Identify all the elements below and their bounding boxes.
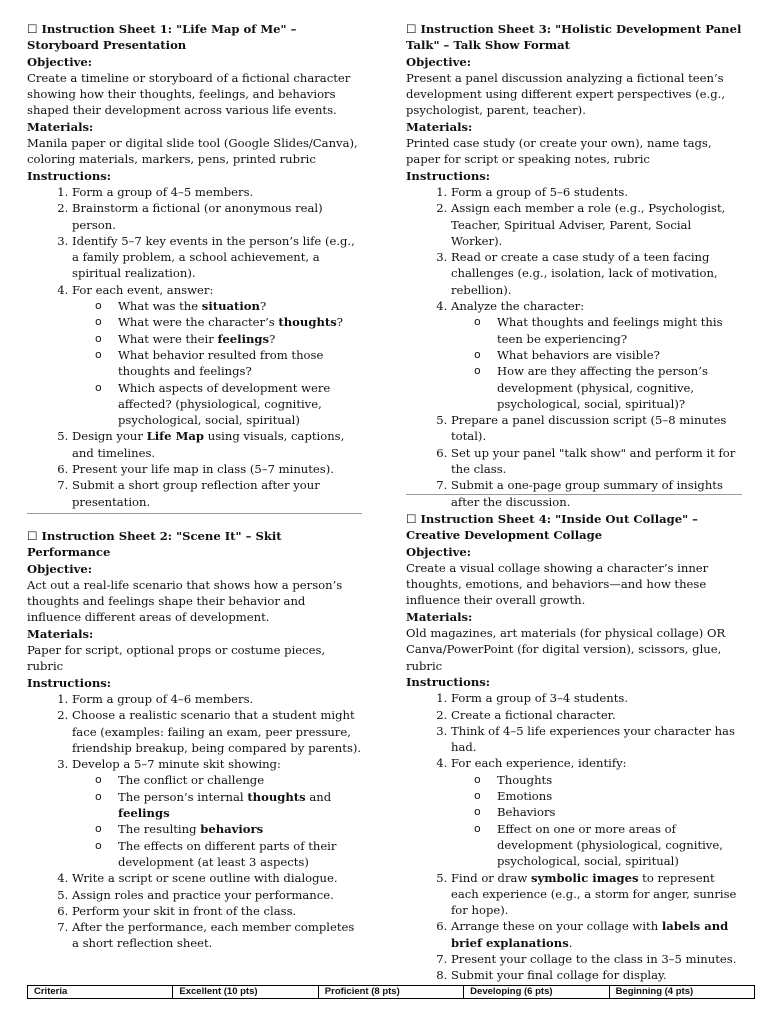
checkbox-icon: ☐	[406, 512, 417, 526]
materials-label: Materials:	[27, 119, 94, 134]
sheet-3-steps	[406, 184, 742, 510]
list-item: o What were the character’s thoughts?	[118, 314, 362, 330]
objective-label: Objective:	[27, 54, 92, 69]
sheet-1-materials: Manila paper or digital slide tool (Google Slides/Canva), coloring materials, markers, pens, printed rubric	[27, 136, 358, 167]
list-item: o What thoughts and feelings might this teen be experiencing?	[497, 314, 742, 347]
sheet-3-materials: Printed case study (or create your own), name tags, paper for script or speaking notes, rubric	[406, 136, 712, 167]
divider	[406, 494, 742, 495]
objective-label: Objective:	[406, 54, 471, 69]
sheet-4	[406, 511, 742, 984]
rubric-header-beginning: Beginning (4 pts)	[609, 986, 754, 999]
sheet-3-analysis	[451, 314, 742, 412]
rubric-header-developing: Developing (6 pts)	[464, 986, 609, 999]
sheet-2-steps	[27, 691, 362, 952]
list-item: o Which aspects of development were affected? (physiological, cognitive, psychological, social, spiritual)	[118, 380, 362, 429]
instructions-label: Instructions:	[406, 168, 491, 183]
list-item: 1. Form a group of 5–6 students.	[451, 184, 742, 200]
instructions-label: Instructions:	[27, 168, 112, 183]
list-item: o The effects on different parts of their development (at least 3 aspects)	[118, 838, 362, 871]
list-item: 4. For each event, answer: o What was the situation? o What were the character’s thoughts? o What were their feelings? o What behavior resulted from those thoughts and feelings? o Which aspects of development were affected? (physiological, cognitive, psychological, social, spiritual)	[72, 282, 362, 429]
sheet-1-questions	[72, 298, 362, 428]
instructions-label: Instructions:	[27, 675, 112, 690]
list-item: 3. Think of 4–5 life experiences your character has had.	[451, 723, 742, 756]
divider	[27, 513, 362, 514]
sheet-4-steps	[406, 690, 742, 983]
list-item: 4. Write a script or scene outline with dialogue.	[72, 870, 362, 886]
sheet-3-title: ☐ Instruction Sheet 3: "Holistic Development Panel Talk" – Talk Show Format	[406, 22, 742, 53]
materials-label: Materials:	[406, 119, 473, 134]
list-item: o What behavior resulted from those thoughts and feelings?	[118, 347, 362, 380]
rubric-header-proficient: Proficient (8 pts)	[318, 986, 463, 999]
objective-label: Objective:	[27, 561, 92, 576]
rubric-header-row	[28, 986, 755, 999]
list-item: 5. Design your Life Map using visuals, captions, and timelines.	[72, 428, 362, 461]
list-item: o What was the situation?	[118, 298, 362, 314]
list-item: 5. Find or draw symbolic images to represent each experience (e.g., a storm for anger, sunrise for hope).	[451, 870, 742, 919]
sheet-2	[27, 528, 362, 952]
list-item: o Effect on one or more areas of development (physiological, cognitive, psychological, social, spiritual)	[497, 821, 742, 870]
sheet-2-materials: Paper for script, optional props or costume pieces, rubric	[27, 643, 326, 674]
list-item: 1. Form a group of 4–6 members.	[72, 691, 362, 707]
list-item: 4. For each experience, identify: o Thoughts o Emotions o Behaviors o Effect on one or more areas of development (physiological, cognitive, psychological, social, spiritual)	[451, 755, 742, 869]
list-item: 2. Assign each member a role (e.g., Psychologist, Teacher, Spiritual Adviser, Parent, Social Worker).	[451, 200, 742, 249]
list-item: 3. Read or create a case study of a teen facing challenges (e.g., isolation, lack of motivation, rebellion).	[451, 249, 742, 298]
list-item: o Behaviors	[497, 804, 742, 820]
list-item: o The resulting behaviors	[118, 821, 362, 837]
sheet-3-objective: Present a panel discussion analyzing a fictional teen’s development using different expert perspectives (e.g., psychologist, parent, teacher).	[406, 70, 726, 118]
list-item: 2. Brainstorm a fictional (or anonymous real) person.	[72, 200, 362, 233]
rubric-header-criteria: Criteria	[28, 986, 173, 999]
list-item: 5. Prepare a panel discussion script (5–8 minutes total).	[451, 412, 742, 445]
instructions-label: Instructions:	[406, 674, 491, 689]
sheet-4-objective: Create a visual collage showing a character’s inner thoughts, emotions, and behaviors—and how these influence their overall growth.	[406, 560, 709, 608]
sheet-1-objective: Create a timeline or storyboard of a fictional character showing how their thoughts, feelings, and behaviors shaped their development across various life events.	[27, 70, 351, 118]
list-item: o What were their feelings?	[118, 331, 362, 347]
list-item: o The conflict or challenge	[118, 772, 362, 788]
left-column	[27, 21, 362, 510]
sheet-2-title: ☐ Instruction Sheet 2: "Scene It" – Skit Performance	[27, 529, 282, 560]
checkbox-icon: ☐	[27, 529, 38, 543]
list-item: 7. Submit a short group reflection after your presentation.	[72, 477, 362, 510]
list-item: 7. Submit a one-page group summary of insights after the discussion.	[451, 477, 742, 510]
list-item: o Emotions	[497, 788, 742, 804]
list-item: 1. Form a group of 4–5 members.	[72, 184, 362, 200]
checkbox-icon: ☐	[27, 22, 38, 36]
list-item: 3. Identify 5–7 key events in the person’s life (e.g., a family problem, a school achievement, a spiritual realization).	[72, 233, 362, 282]
rubric-header-excellent: Excellent (10 pts)	[173, 986, 318, 999]
list-item: 7. After the performance, each member completes a short reflection sheet.	[72, 919, 362, 952]
sheet-1-steps	[27, 184, 362, 510]
sheet-4-title: ☐ Instruction Sheet 4: "Inside Out Collage" – Creative Development Collage	[406, 512, 698, 543]
list-item: 3. Develop a 5–7 minute skit showing: o The conflict or challenge o The person’s internal thoughts and feelings o The resulting behaviors o The effects on different parts of their development (at least 3 aspects)	[72, 756, 362, 870]
list-item: 5. Assign roles and practice your performance.	[72, 887, 362, 903]
list-item: 6. Arrange these on your collage with labels and brief explanations.	[451, 918, 742, 951]
list-item: o How are they affecting the person’s development (physical, cognitive, psychological, social, spiritual)?	[497, 363, 742, 412]
objective-label: Objective:	[406, 544, 471, 559]
list-item: o The person’s internal thoughts and feelings	[118, 789, 362, 822]
list-item: 6. Present your life map in class (5–7 minutes).	[72, 461, 362, 477]
list-item: 4. Analyze the character: o What thoughts and feelings might this teen be experiencing? o What behaviors are visible? o How are they affecting the person’s development (physical, cognitive, psychological, social, spiritual)?	[451, 298, 742, 412]
checkbox-icon: ☐	[406, 22, 417, 36]
list-item: 6. Perform your skit in front of the class.	[72, 903, 362, 919]
rubric-table	[27, 985, 755, 999]
materials-label: Materials:	[406, 609, 473, 624]
sheet-3	[406, 21, 742, 510]
list-item: 2. Choose a realistic scenario that a student might face (examples: failing an exam, peer pressure, friendship breakup, being compared by parents).	[72, 707, 362, 756]
list-item: o Thoughts	[497, 772, 742, 788]
sheet-2-skit-points	[72, 772, 362, 870]
list-item: 2. Create a fictional character.	[451, 707, 742, 723]
sheet-4-materials: Old magazines, art materials (for physical collage) OR Canva/PowerPoint (for digital version), scissors, glue, rubric	[406, 626, 726, 673]
sheet-4-experience-points	[451, 772, 742, 870]
sheet-1	[27, 21, 362, 510]
list-item: o What behaviors are visible?	[497, 347, 742, 363]
list-item: 1. Form a group of 3–4 students.	[451, 690, 742, 706]
sheet-1-title: ☐ Instruction Sheet 1: "Life Map of Me" – Storyboard Presentation	[27, 22, 297, 53]
sheet-2-objective: Act out a real-life scenario that shows how a person’s thoughts and feelings shape their behavior and influence different areas of development.	[27, 577, 343, 625]
materials-label: Materials:	[27, 626, 94, 641]
list-item: 8. Submit your final collage for display.	[451, 967, 742, 983]
list-item: 7. Present your collage to the class in 3–5 minutes.	[451, 951, 742, 967]
list-item: 6. Set up your panel "talk show" and perform it for the class.	[451, 445, 742, 478]
